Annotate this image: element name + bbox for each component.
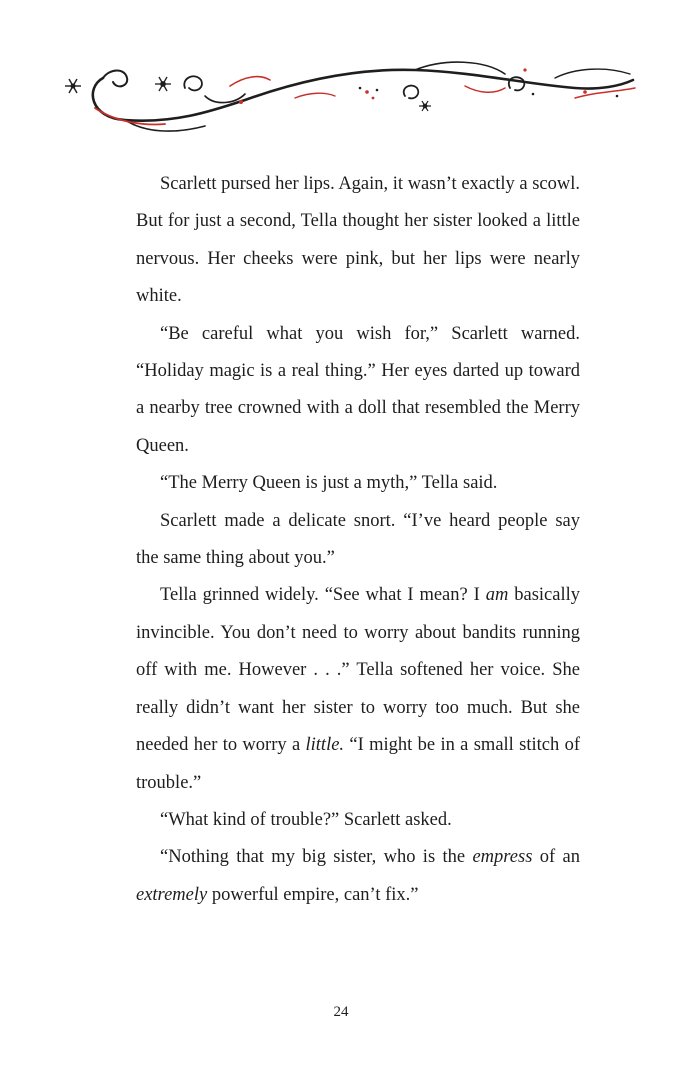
snowflake-icon: [419, 101, 431, 111]
text-run: “Be careful what you wish for,” Scarlett warned. “Holiday magic is a real thing.” Her eyes darted up toward a nearby tree crowned with a doll that resembled the Merry Queen.: [136, 323, 580, 456]
text-run: basically invincible. You don’t need to worry about bandits running off with me. However . . .” Tella softened her voice. She really didn’t want her sister to worry too much. But she needed her to worry a: [136, 585, 580, 756]
paragraph: [136, 465, 580, 502]
text-run: of an: [532, 847, 581, 868]
paragraph: [136, 166, 580, 316]
text-run: “Nothing that my big sister, who is the: [160, 847, 473, 868]
text-run: “What kind of trouble?” Scarlett asked.: [160, 809, 452, 830]
text-run: “I might be in a small stitch of trouble.”: [136, 735, 580, 793]
text-run: Scarlett pursed her lips. Again, it wasn’t exactly a scowl. But for just a second, Tella thought her sister looked a little nervous. Her cheeks were pink, but her lips were nearly white.: [136, 174, 580, 307]
paragraph: [136, 839, 580, 914]
paragraph: [136, 503, 580, 578]
body-text: [136, 166, 580, 914]
paragraph: [136, 802, 580, 839]
paragraph: [136, 577, 580, 801]
italic-text: extremely: [136, 884, 208, 905]
flourish-ornament: [55, 48, 645, 138]
italic-text: am: [485, 585, 509, 606]
text-run: powerful empire, can’t fix.”: [207, 884, 419, 905]
page-number: 24: [333, 1004, 349, 1020]
text-run: Tella grinned widely. “See what I mean? I: [160, 585, 486, 606]
italic-text: little.: [305, 735, 345, 756]
snowflake-icon: [65, 79, 81, 93]
paragraph: [136, 316, 580, 466]
text-run: Scarlett made a delicate snort. “I’ve heard people say the same thing about you.”: [136, 510, 580, 569]
text-run: “The Merry Queen is just a myth,” Tella said.: [160, 473, 498, 494]
italic-text: empress: [472, 847, 533, 868]
snowflake-icon: [155, 77, 171, 91]
